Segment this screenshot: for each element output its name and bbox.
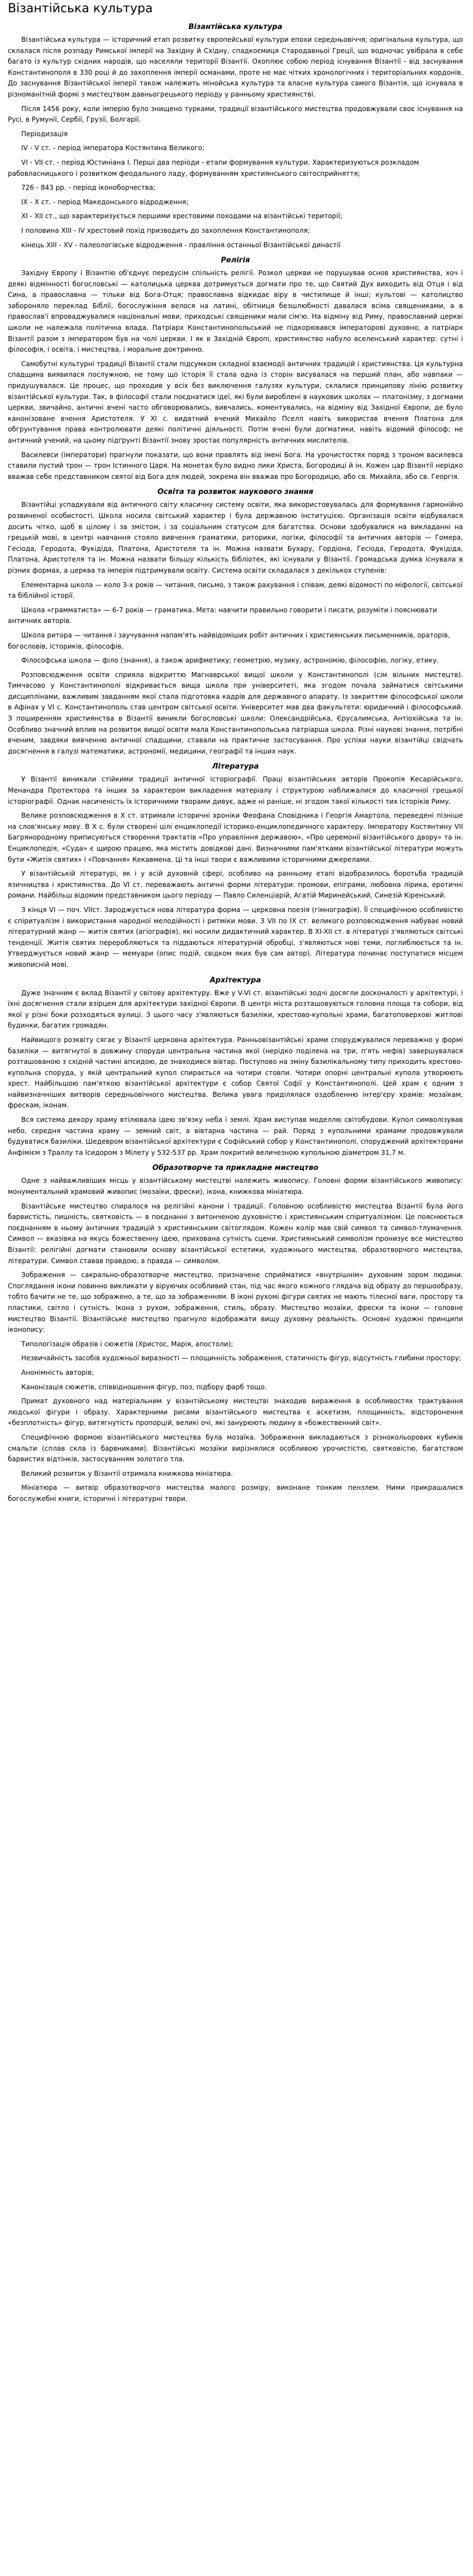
section-heading: Релігія [221,256,250,265]
section-heading: Архітектура [209,976,261,985]
list-paragraph: XI - XII ст., що характеризується першими хрестовими походами на візантійські території; [21,212,342,220]
list-paragraph: Типологізація образів і сюжетів (Христос, Марія, апостоли); [21,1340,233,1348]
list-paragraph: VI - VII ст. - період Юстиніана I. Перші два періоди - етапи формування культури. Характеризуються розкладом рабовласницького і розвитком феодального ладу, формуванням християнського світосприйняття; [8,158,419,178]
list-paragraph: Елементарна школа — коло 3-х років — читання, письмо, з також рахування і співам, деякі відомості по міфології, світської та біблійної історії. [8,581,463,600]
section-heading: Образотворче та прикладне мистецтво [152,1164,319,1173]
list-paragraph: Школа «грамматиста» — 6-7 років — граматика. Мета: навчити правильно говорити і писати, розуміти і пояснювати античних авторів. [8,606,437,625]
paragraph: Зображення — сакрально-образотворче мистецтво, призначене сприйматися «внутрішнім» духовним зором людини. Споглядання ікони повинно викликати у віруючих особливий стан, під час якого кожного глядача від образу до першообразу, тобто бачити не те, що зображено, а те, що за зображенням. В іконі рухомі фігури святих не мають тілесної ваги, простору та пластики, світло і сутність. Ікона з рухом, зображення, стиль, образу. Мистецтво мозаїки, фрески та ікони — головне мистецтво Візантії. Візантійське мистецтво прагнуло відображати вищу духовну реальність. Основні художні принципи іконопису: [8,1271,463,1334]
paragraph: Розповсюдження освіти сприяла відкриттю Магнаврської вищої школи у Константинополі (сім вільних мистецтв). Тимчасово у Константинополі відкривається вища школа при університеті, яка згодом почала займатися світськими дисциплінами, важливим завданням якої стала підготовка кадрів для державного апарату. Із закриттям філософської школи в Афінах у VI с. Константинополь став центром світської освіти. Університет мав два факультети: юридичний і філософський. З поширенням християнства в Візантії виникли богословські школи: Олександрійська, Єрусалимська, Антіохійська та ін. Особливо значний вплив на розвиток вищої освіти мала Константинопольська патріарша школа. Різні наукові знання, потрібні вченим, завдяки вивченню античної спадщини, ставали на практичне застосування. Про успіхи науки візантійці свідчать досягнення в галузі математики, астрономії, медицини, географії та інших наук. [8,670,463,755]
paragraph: Візантійське мистецтво спиралося на релігійні канони і традиції. Головною особливістю мистецтва Візантії була його барвистість, пишність, святковість — в поєднанні з витонченою духовністю і християнським спіритуалізмом. Це пояснюється поєднанням в ньому античних традицій з християнським світоглядом. Кожен колір мав свій символ та символ-тлумачення. Символ — вказівка на якусь божественну ідею, прихована сутність сцени. Християнський символізм пронизує все мистецтво Візантії: релігійні догмати становили основу візантійської естетики, художнього мистецтва, образотворчого мистецтва, літератури. Символ ставав правдою, а правда — символом. [8,1202,463,1265]
article-section [8,22,463,251]
paragraph: Візантійська культура — історичний етап розвитку європейської культури епохи середньовіччя; оригінальна культура, що склалася після розпаду Римської імперії на Західну й Східну, спадкоємиця Стародавньої Греції, що водночас увібрала в себе багато із культур східних народів, що населяли території Візантії. Охоплює собою період існування Візантії - від заснування Константинополя в 330 році й до захоплення імперії османами, проте не має чітких хронологічних і територіальних кордонів. До заснування Візантійської імперії також належить мінойська культура та власне культура самого Візантія, що існувала в різноманітній формі з мистецтвом давньогрецького періоду у ранньому християнстві. [8,36,463,98]
article-section [8,762,463,970]
section-heading: Література [212,762,259,771]
article-section [8,976,463,1159]
article-section [8,487,463,757]
section-heading: Освіта та розвиток наукового знання [157,488,314,497]
list-paragraph: I половина XIII - IV хрестовий похід призводить до захоплення Константинополя; [21,226,310,234]
paragraph: У візантійській літературі, як і у всій духовній сфері, особливо на ранньому етапі відобразилось боротьба традицій язичництва і християнства. До VI ст. переважають античні форми літератури: промови, епіграми, любовна лірика, еротичні романи. Найбільш відомим представником цього періоду — Павло Силенціарій, Агатій Миринейський, Синезій Кіренський. [8,870,463,900]
paragraph: З кінця VI — поч. VIIст. Зароджується нова література форма — церковна поезія (гімнографія). Її специфічною особливістю є спіритуалізм і використання народної мелодійності і ритміки мови. З VII по IX ст. великого розповсюдження набуває новий літературний жанр — житія святих (агіографія), які носили дидактичний характер. В XI-XII ст. в літературі з'являються світські тенденції. Житія святих переробляються та піддаються літературній обробці, з'являються нові теми, поглиблюється та ін. Утверджується новий жанр — мемуари (опис подій, свідком яких був сам автор). Література починає поступатися місцем живописній мові. [8,905,463,968]
article-section [8,256,463,482]
list-paragraph: Філософська школа — філо (знання), а також арифметику; геометрію, музику, астрономію, філософію, логіку, етику. [21,656,439,665]
paragraph: У Візантії виникали стійкими традиції античної історіографії. Праці візантійських авторів Прокопія Кесарійського, Менандра Протектора та інших за характером викладення матеріалу і структурою наближалися до класичної грецької історіографії. Однак насиченість їх історичними творами дивує, адже ні раніше, ні згодом такої кількості тих історіків Риму. [8,775,463,805]
list-paragraph: 726 - 843 рр. - період іконоборчества; [21,184,156,192]
list-paragraph: Незвичайність засобів художньої виразності — площинність зображення, статичність фігур, відсутність глибини простору; [21,1354,461,1363]
section-heading: Візантійська культура [188,23,283,31]
paragraph: Василевси (імператори) прагнули показати, що вони правлять від імені Бога. На урочистостях поряд з троном василевса ставили пустий трон — трон Істинного Царя. На монетах було видно лики Христа, Богородиці й ін. Кожен цар Візантії нерідко вважав себе представником святої від Бога для людей, зокрема він вважав про Богородицю, або св. Михайла, або св. Георгія. [8,450,463,481]
list-paragraph: IV - V ст. - період імператора Костянтина Великого; [21,144,205,152]
paragraph: Великий розвиток у Візантії отримала книжкова мініатюра. [21,1469,233,1478]
list-paragraph: кінець XIII - XV - палеологівське відродження - правління останньої Візантійської династії [21,241,341,249]
article-body [8,22,463,1504]
paragraph: Візантійці успадкували від античного світу класичну систему освіти, яка використовувалась для формування гармонійно розвиненої особистості. Школа носила світський характер і була державною інституцією. Організація освіти відбувалася досить чітко, щоб в цілому і за змістом, і за соціальним статусом для багатства. Основи здобувалися на викладанні на грецькій мові, в центрі навчання стояло вивчення граматики, риторики, логіки, філософії та античних авторів — Гомера, Гесіода, Геродота, Фукідіда, Платона, Аристотеля та ін. Можна назвати Бухару, Гордіона, Гесіода, Геродота, Фукідіда, Платона, Аристотеля та ін. Можна назвати більшу кількість бібліотек, які існували у Візантії. Громадська думка існувала в різних формах, а церква та імперія підтримували освіту. Система освіти складалася з декількох ступенів: [8,501,463,574]
article-title: Візантійська культура [8,2,153,16]
list-paragraph: Школа ритора — читання і заучування напам'ять найвідоміших робіт античних і християнських письменників, ораторів, богословів, істориків, філософів. [8,631,450,650]
list-paragraph: IX - X ст. - період Македонського відродження; [21,198,189,206]
list-paragraph: Періодизація [21,129,68,138]
paragraph: Одне з найважливіших місць у візантійському мистецтві належить живопису. Головні форми візантійського живопису: монументальний храмовий живопис (мозаїки, фрески), ікона, книжкова мініатюра. [8,1177,463,1196]
paragraph: Вся система декору храму втілювала ідею зв'язку неба і землі. Храм виступав моделлю світобудови. Купол символізував небо, середня частина храму — земний світ, а вівтарна частина — рай. Поряд з купольними храмами продовжували будуватися базиліки. Шедевром візантійської архітектури є Софійський собор у Константинополі, споруджений архітекторами Анфімієм з Траллу та Ісидором з Мілету у 532-537 рр. Храм покритий величезною купольною діаметром 31,7 м. [8,1116,463,1157]
paragraph: Після 1456 року, коли імперію було знищено турками, традиції візантійського мистецтва продовжували своє існування на Русі, в Румунії, Сербії, Грузії, Болгарії. [8,104,463,124]
paragraph: Примат духовного над матеріальним у візантійському мистецтві знаходив вираження в особливостях трактування людської фігури і образу. Характерними рисами візантійського мистецтва є аскетизм, площинність, відсторонення «безплотність» фігур, витягнутість пропорцій, великі очі, які занурюють людину в «божественний світ». [8,1397,463,1427]
paragraph: Самобутні культурні традиції Візантії стали підсумком складної взаємодії античних традицій і християнства. Ця культурна спадщина виявилася послужною, не тому що історія її стала одна із сторін висувалася на перший план, або навпаки — придушувалася. Це процес, що проходив у всіх без виключення галузях культури, склалися принципову лінію розвитку візантійської культури. Так, в філософії стали поєднатися ідеї, які були вироблені в наукових школах — платонізму, з догмами церкви, звичайно, античні вчені часто обговорювались, вивчались, коментувались, на відміну від Західної Європи, де було канонізоване вчення Аристотеля. У XI с. видатний вчений Михайло Пселл навіть використав вчення Платона для обгрунтування права контролювати деякі політичні діяльності. Потім вчені були догматики, навіть відомий філософ; не античний учений, на цьому підґрунті Візантії знову зростає популярність античних мислителів. [8,359,463,444]
paragraph: Мініатюра — витвір образотворчого мистецтва малого розміру, виконане тонким пензлем. Ними прикрашалися богослужебні книги, історичні і літературні твори. [8,1484,463,1503]
paragraph: Специфічною формою візантійського мистецтва була мозаїка. Зображення викладаються з різнокольорових кубиків смальти (сплав скла із барвниками). Візантійські мозаїки вирізнялися особливою урочистістю, святковістю, багатством барвистих відтінків, застосуванням золотого тла. [8,1433,463,1464]
paragraph: Західну Європу і Візантію об'єднує передусім спільність релігії. Розкол церкви не порушував основ християнства, хоч і деякі відмінності богословські — католицька церква дотримується догмати про те, що Святий Дух виходить від Отця і від Сина, а православна — тільки від Бога-Отця; православна відкидає віру в чистилище й інші; культові — католицтво забороняло переклад Біблії, богослужіння велося на латині, обітниця безшлюбності давалася всіма священиками, а в православ'ї впроваджувалися національні мови, приходські священики мали сім'ю. На відміну від Риму, православний церкві школи не належала політична влада. Патріарх Константинопольський не підкорювався імператорові духовно, а патріарх Візантії разом з імператором був на чолі церкви. І як в Західній Європі, християнство набуло вселенський характер: сутні і філософія, і освіта, і мистецтва, і моральне доктринно. [8,269,463,354]
list-paragraph: Анонімність авторів; [21,1368,94,1376]
list-paragraph: Канонізація сюжетів, співвідношення фігур, поз, підбору фарб тощо. [21,1383,267,1391]
article-section [8,1163,463,1504]
paragraph: Велике розповсюдження в X ст. отримали історичні хроніки Феофана Сповідника і Георгія Амартола, переведені пізніше на слов'янську мову. В X с. були створені цілі енциклопедії історико-енциклопедичного характеру. Імператору Костянтину VII Багрянородному приписуються створення трактатів «Про управління державою», «Про церемонії візантійського двору» та ін. Енциклопедія, «Суда» є щирою працею, яка містить довідкові дані. Визначними пам'ятками візантійської літератури можуть бути «Житія святих» і «Повчання» Кекавмена. Ці та інші твори є важливими історичними джерелами. [8,812,463,864]
paragraph: Дуже значним є вклад Візантії у світову архітектуру. Вже у V-VI ст. візантійські зодчі досягли досконалості у архітектурі, і їхні досягнення стали взірцем для архітектури західної Європи. В центрі міста розташовуються головна площа та собори, від якої у різні боки розходяться вулиці. З цього часу з'являються базиліки, хрестово-купольні храми, багатоповерхові житлові будинки, багатих громадян. [8,989,463,1030]
paragraph: Найвищого розквіту сягає у Візантії церковна архітектура. Ранньовізантійські храми споруджувалися переважно у формі базиліки — витягнутої в довжину споруди центральна частина якої (нерідко поділена на три, п'ять нефів) завершувалася розташованою з східній частині апсидою, де знаходився вівтар. Поступово на зміну базилікальному типу приходить хрестово-купольна споруда, у якій центральний купол спирається на чотири стовпи. Чотири опорні центральні купола утворюють хрест. Найбільшою пам'яткою візантійської архітектури є собор Святої Софії у Константинополі. Цей храм є одним з найвизначніших витворів середньовічного мистецтва. Велика увага приділялася оздобленню інтер'єру храмів: мозаїкам, фрескам, іконам. [8,1035,463,1110]
